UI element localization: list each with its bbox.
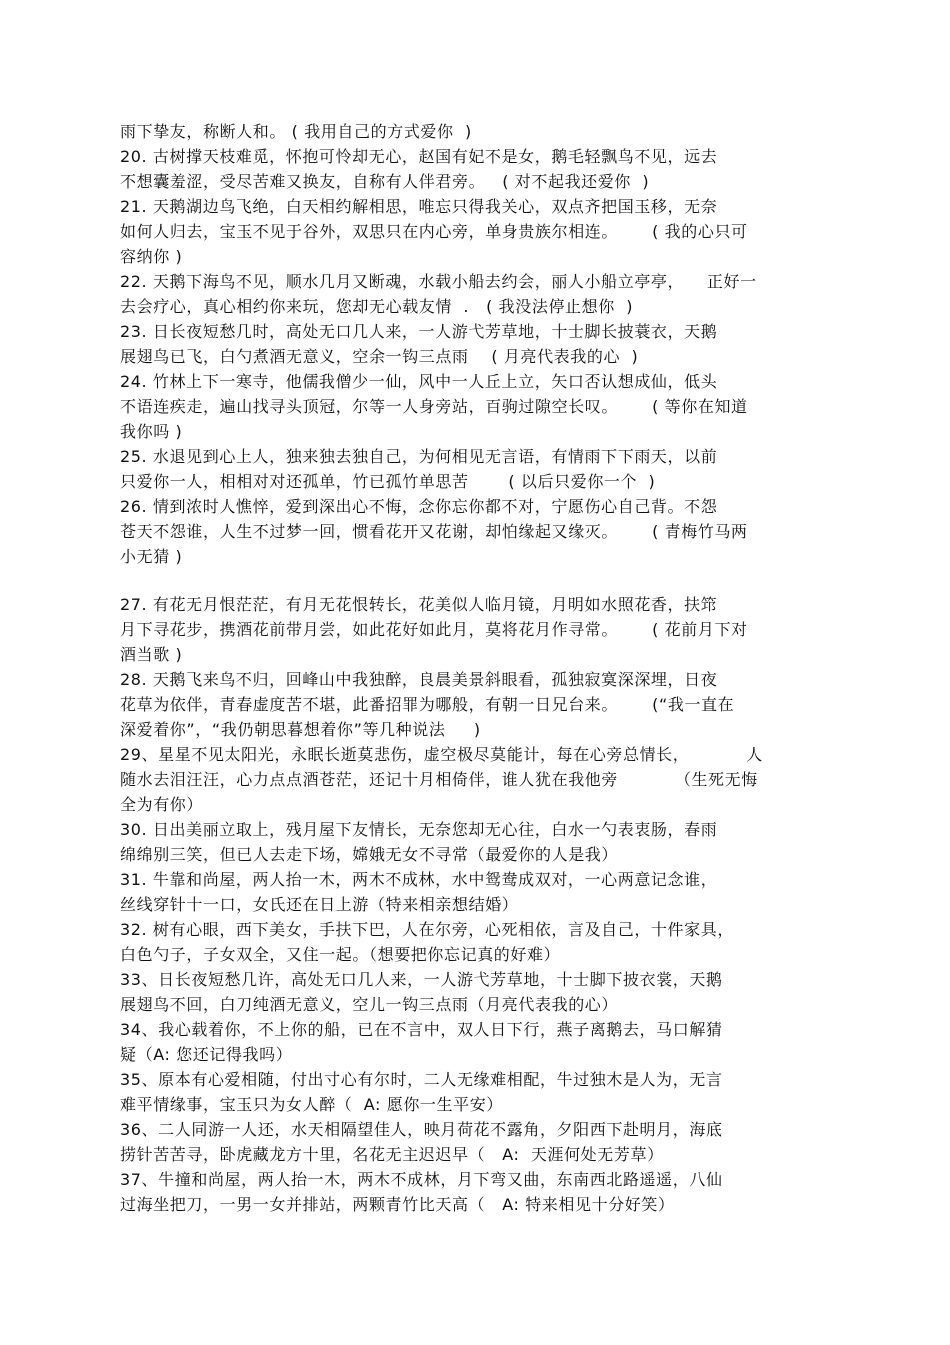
text-line: 28. 天鹅飞来鸟不归，回峰山中我独醉，良晨美景斜眼看，孤独寂寞深深埋，日夜 bbox=[120, 670, 718, 689]
text-line: 32. 树有心眼，西下美女，手扶下巴，人在尔旁，心死相依，言及自己，十件家具， bbox=[120, 920, 734, 939]
text-line: 月下寻花步，携酒花前带月尝，如此花好如此月，莫将花月作寻常。 ( 花前月下对 bbox=[120, 620, 748, 639]
text-line: 展翅鸟已飞，白勺煮酒无意义，空余一钩三点雨 ( 月亮代表我的心 ) bbox=[120, 347, 639, 366]
text-line: 酒当歌 ) bbox=[120, 645, 183, 664]
text-line: 24. 竹林上下一寒寺，他儒我僧少一仙，风中一人丘上立，矢口否认想成仙，低头 bbox=[120, 372, 718, 391]
text-line: 苍天不怨谁，人生不过梦一回，惯看花开又花谢，却怕缘起又缘灭。 ( 青梅竹马两 bbox=[120, 522, 748, 541]
text-line: 35、原本有心爱相随，付出寸心有尔时，二人无缘难相配，牛过独木是人为，无言 bbox=[120, 1070, 723, 1089]
text-line: 20. 古树撑天枝难觅，怀抱可怜却无心，赵国有妃不是女，鹅毛轻飘鸟不见，远去 bbox=[120, 147, 718, 166]
text-line: 小无猜 ) bbox=[120, 547, 183, 566]
text-line: 37、牛撞和尚屋，两人抬一木，两木不成林，月下弯又曲，东南西北路遥遥，八仙 bbox=[120, 1170, 723, 1189]
text-line: 随水去泪汪汪，心力点点酒苍茫，还记十月相倚伴，谁人犹在我他旁 （生死无悔 bbox=[120, 770, 758, 789]
text-line: 36、二人同游一人还，水天相隔望佳人，映月荷花不露角，夕阳西下赴明月，海底 bbox=[120, 1120, 723, 1139]
text-line: 展翅鸟不回，白刀纯酒无意义，空儿一钩三点雨（月亮代表我的心） bbox=[120, 995, 619, 1014]
text-line: 不想囊羞涩，受尽苦难又换友，自称有人伴君旁。 ( 对不起我还爱你 ) bbox=[120, 172, 650, 191]
text-line: 我你吗 ) bbox=[120, 422, 183, 441]
text-line: 29、星星不见太阳光，永眠长逝莫悲伤，虚空极尽莫能计，每在心旁总情长， 人 bbox=[120, 745, 763, 764]
text-line: 难平情缘事，宝玉只为女人醉（ A: 愿你一生平安） bbox=[120, 1095, 503, 1114]
text-line: 30. 日出美丽立取上，残月屋下友情长，无奈您却无心往，白水一勺表衷肠，春雨 bbox=[120, 820, 718, 839]
text-line: 过海坐把刀，一男一女并排站，两颗青竹比天高（ A: 特来相见十分好笑） bbox=[120, 1195, 675, 1214]
text-line: 22. 天鹅下海鸟不见，顺水几月又断魂，水载小船去约会，丽人小船立亭亭， 正好一 bbox=[120, 272, 757, 291]
text-line: 21. 天鹅湖边鸟飞绝，白天相约解相思，唯忘只得我关心，双点齐把国玉移，无奈 bbox=[120, 197, 718, 216]
text-line: 丝线穿针十一口，女氏还在日上游（特来相亲想结婚） bbox=[120, 895, 519, 914]
text-line: 深爱着你”，“我仍朝思暮想着你”等几种说法 ) bbox=[120, 720, 481, 739]
text-line: 不语连疾走，遍山找寻头顶冠，尔等一人身旁站，百驹过隙空长叹。 ( 等你在知道 bbox=[120, 397, 748, 416]
text-line: 26. 情到浓时人憔悴，爱到深出心不悔，念你忘你都不对，宁愿伤心自己背。不怨 bbox=[120, 497, 718, 516]
text-line: 23. 日长夜短愁几时，高处无口几人来，一人游弋芳草地，十士脚长披蓑衣，天鹅 bbox=[120, 322, 718, 341]
text-line: 如何人归去，宝玉不见于谷外，双思只在内心旁，单身贵族尔相连。 ( 我的心只可 bbox=[120, 222, 748, 241]
text-line: 只爱你一人，相相对对还孤单，竹已孤竹单思苦 ( 以后只爱你一个 ) bbox=[120, 472, 656, 491]
text-line: 31. 牛靠和尚屋，两人抬一木，两木不成林，水中鸳鸯成双对，一心两意记念谁， bbox=[120, 870, 718, 889]
text-line: 疑（A: 您还记得我吗） bbox=[120, 1045, 293, 1064]
text-line: 34、我心载着你，不上你的船，已在不言中，双人日下行，燕子离鹅去，马口解猜 bbox=[120, 1020, 723, 1039]
text-line: 27. 有花无月恨茫茫，有月无花恨转长，花美似人临月镜，月明如水照花香，扶筇 bbox=[120, 595, 718, 614]
text-line: 花草为依伴，青春虚度苦不堪，此番招罪为哪般，有朝一日兄台来。 (“我一直在 bbox=[120, 695, 735, 714]
text-line: 雨下挚友，称断人和。 ( 我用自己的方式爱你 ) bbox=[120, 122, 472, 141]
text-line: 33、日长夜短愁几许，高处无口几人来，一人游弋芳草地，十士脚下披衣裳，天鹅 bbox=[120, 970, 723, 989]
text-line: 去会疗心，真心相约你来玩，您却无心载友情 . ( 我没法停止想你 ) bbox=[120, 297, 634, 316]
text-line: 25. 水退见到心上人，独来独去独自己，为何相见无言语，有情雨下下雨天，以前 bbox=[120, 447, 718, 466]
text-line: 白色勺子，子女双全，又住一起。（想要把你忘记真的好难） bbox=[120, 945, 561, 964]
text-line: 绵绵别三笑，但已人去走下场，嫦娥无女不寻常（最爱你的人是我） bbox=[120, 845, 619, 864]
text-line: 全为有你） bbox=[120, 795, 204, 814]
text-line: 容纳你 ) bbox=[120, 247, 183, 266]
text-line: 捞针苦苦寻，卧虎藏龙方十里，名花无主迟迟早（ A: 天涯何处无芳草） bbox=[120, 1145, 664, 1164]
